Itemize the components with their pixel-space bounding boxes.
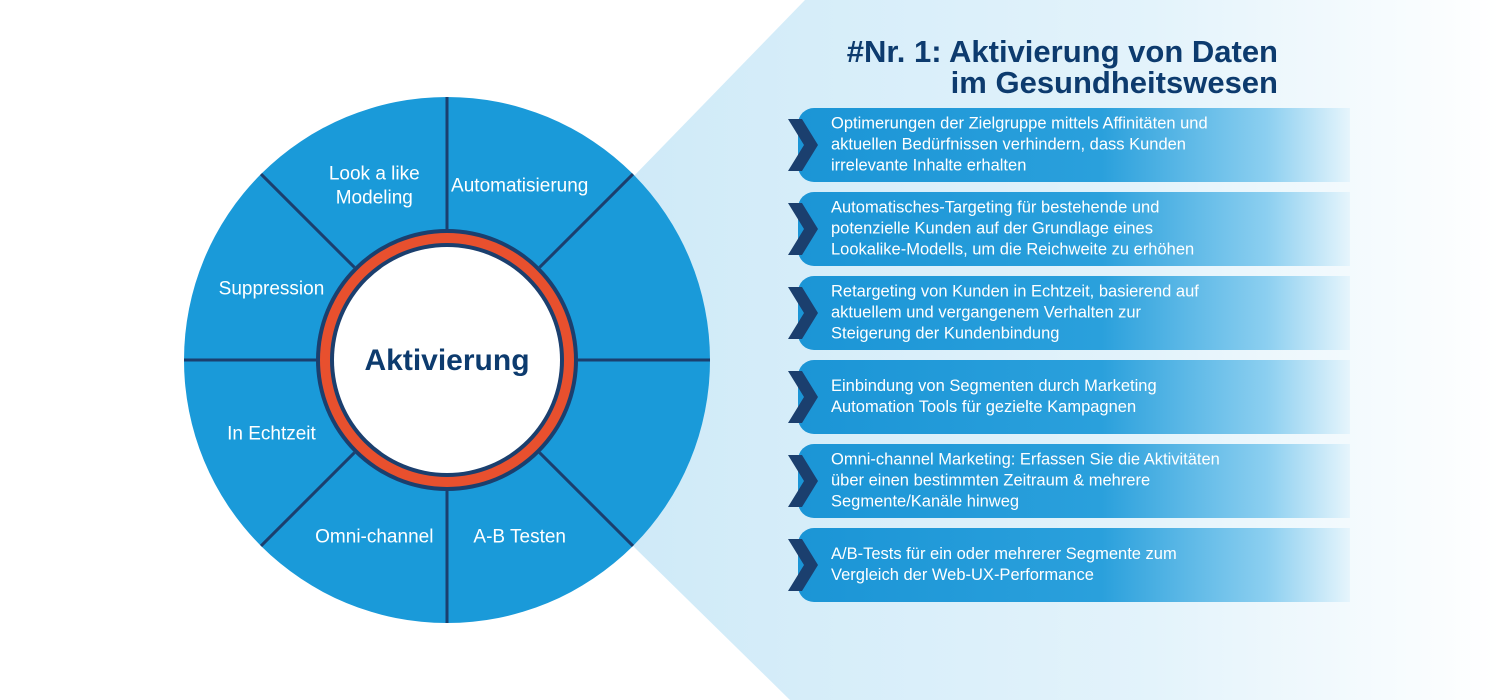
- banner-text: Optimerungen der Zielgruppe mittels Affinitäten und aktuellen Bedürfnissen verhindern, dass Kunden irrelevante Inhalte erhalten: [831, 114, 1208, 175]
- center-label: Aktivierung: [364, 344, 530, 377]
- segment-label-line: A-B Testen: [473, 526, 567, 548]
- info-banner: [798, 108, 1350, 182]
- chevron-right-icon: [788, 203, 818, 255]
- info-banner: [798, 276, 1350, 350]
- banner-text: A/B-Tests für ein oder mehrerer Segmente zum Vergleich der Web-UX-Performance: [831, 545, 1177, 584]
- info-banner: [798, 444, 1350, 518]
- segment-label-line: Modeling: [335, 187, 413, 209]
- title-line-1: #Nr. 1: Aktivierung von Daten: [846, 34, 1278, 69]
- segment-label-line: Automatisierung: [451, 175, 589, 197]
- info-banner: [798, 528, 1350, 602]
- segment-label: [219, 278, 325, 299]
- segment-label: [451, 175, 588, 196]
- segment-label: [315, 527, 433, 548]
- banner-text: Automatisches-Targeting für bestehende und potenzielle Kunden auf der Grundlage eines Lookalike-Modells, um die Reichweite zu erhöhen: [831, 198, 1195, 259]
- info-banner: [798, 192, 1350, 266]
- chevron-right-icon: [788, 371, 818, 423]
- banner-text: Retargeting von Kunden in Echtzeit, basierend auf aktuellem und vergangenem Verhalten zur Steigerung der Kundenbindung: [831, 282, 1199, 343]
- chevron-right-icon: [788, 539, 818, 591]
- segment-label: [227, 424, 316, 445]
- info-banner: [798, 360, 1350, 434]
- segment-label-line: Omni-channel: [315, 526, 434, 548]
- banner-text: Einbindung von Segmenten durch Marketing Automation Tools für gezielte Kampagnen: [831, 377, 1157, 416]
- banner-text: Omni-channel Marketing: Erfassen Sie die Aktivitäten über einen bestimmten Zeitraum & mehrere Segmente/Kanäle hinweg: [831, 450, 1220, 511]
- segment-label-line: In Echtzeit: [227, 423, 316, 445]
- title-line-2: im Gesundheitswesen: [950, 65, 1278, 100]
- chevron-right-icon: [788, 287, 818, 339]
- segment-label-line: Suppression: [218, 278, 325, 300]
- chevron-right-icon: [788, 119, 818, 171]
- chevron-right-icon: [788, 455, 818, 507]
- segment-label-line: Look a like: [328, 163, 420, 185]
- segment-label: [473, 527, 566, 548]
